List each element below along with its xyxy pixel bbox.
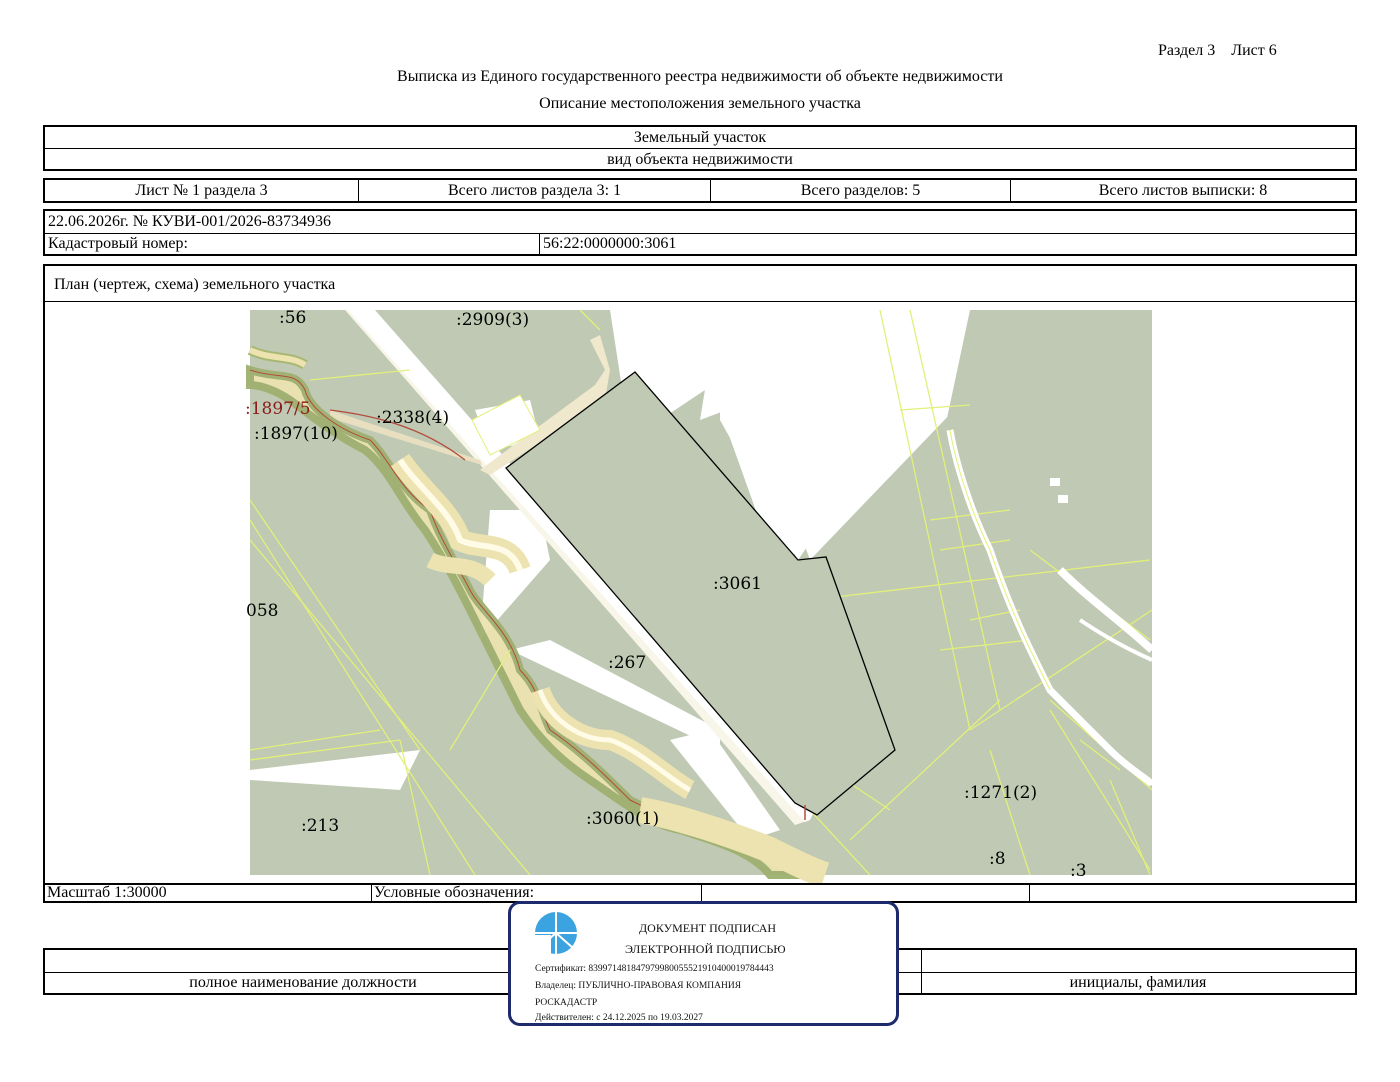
- document-title: Выписка из Единого государственного реестра недвижимости об объекте недвижимости: [397, 68, 1003, 85]
- map-label: :56: [279, 308, 307, 328]
- position-caption: полное наименование должности: [189, 974, 417, 991]
- cadastral-map: [245, 308, 1152, 881]
- cadastral-label: Кадастровый номер:: [48, 235, 188, 252]
- divider: [539, 233, 540, 254]
- cadastral-number: 56:22:0000000:3061: [543, 235, 677, 252]
- total-sheets-section: Всего листов раздела 3: 1: [359, 180, 711, 201]
- stamp-owner2: РОСКАДАСТР: [535, 998, 598, 1008]
- map-label: :3060(1): [586, 809, 660, 829]
- plan-title: План (чертеж, схема) земельного участка: [54, 276, 336, 293]
- map-label: :2338(4): [376, 408, 450, 428]
- object-type-table: [43, 125, 1357, 171]
- map-label: :267: [608, 653, 647, 673]
- map-label: :3: [1070, 861, 1087, 881]
- legend-cell: [702, 885, 1030, 901]
- divider: [45, 301, 1355, 302]
- name-caption: инициалы, фамилия: [1069, 974, 1207, 991]
- stamp-certificate: Сертификат: 839971481847979980055521910400019784443: [535, 964, 774, 974]
- divider: [45, 148, 1355, 149]
- sheets-row: [43, 178, 1357, 203]
- legend-cell: [1030, 885, 1355, 901]
- stamp-owner: Владелец: ПУБЛИЧНО-ПРАВОВАЯ КОМПАНИЯ: [535, 981, 742, 991]
- globe-logo-icon: [533, 910, 579, 956]
- date-number: 22.06.2026г. № КУВИ-001/2026-83734936: [48, 213, 332, 230]
- object-type-value: Земельный участок: [633, 129, 767, 146]
- divider: [45, 233, 1355, 234]
- total-sheets-extract: Всего листов выписки: 8: [1098, 181, 1268, 199]
- object-type-caption: вид объекта недвижимости: [607, 151, 793, 168]
- map-label: :1897(10): [254, 424, 338, 444]
- section-sheet-label: Раздел 3 Лист 6: [1158, 42, 1277, 59]
- map-label: :213: [301, 816, 340, 836]
- scale-legend-row: [43, 883, 1357, 903]
- stamp-valid: Действителен: с 24.12.2025 по 19.03.2027: [535, 1013, 703, 1023]
- stamp-line2: ЭЛЕКТРОННОЙ ПОДПИСЬЮ: [625, 942, 786, 956]
- map-label: :1271(2): [964, 783, 1038, 803]
- map-label: 058: [246, 601, 279, 621]
- document-subtitle: Описание местоположения земельного участка: [539, 95, 861, 112]
- doc-info-table: [43, 209, 1357, 256]
- scale-label: Масштаб 1:30000: [45, 885, 372, 901]
- sheet-number: Лист № 1 раздела 3: [45, 180, 359, 201]
- map-label: :3061: [713, 574, 762, 594]
- stamp-line1: ДОКУМЕНТ ПОДПИСАН: [639, 921, 777, 935]
- e-signature-stamp: [508, 901, 899, 1026]
- map-label: :8: [989, 849, 1006, 869]
- map-label: :2909(3): [456, 310, 530, 330]
- total-sections: Всего разделов: 5: [711, 180, 1011, 201]
- map-label: :1897/5: [245, 399, 311, 419]
- legend-label: Условные обозначения:: [372, 885, 702, 901]
